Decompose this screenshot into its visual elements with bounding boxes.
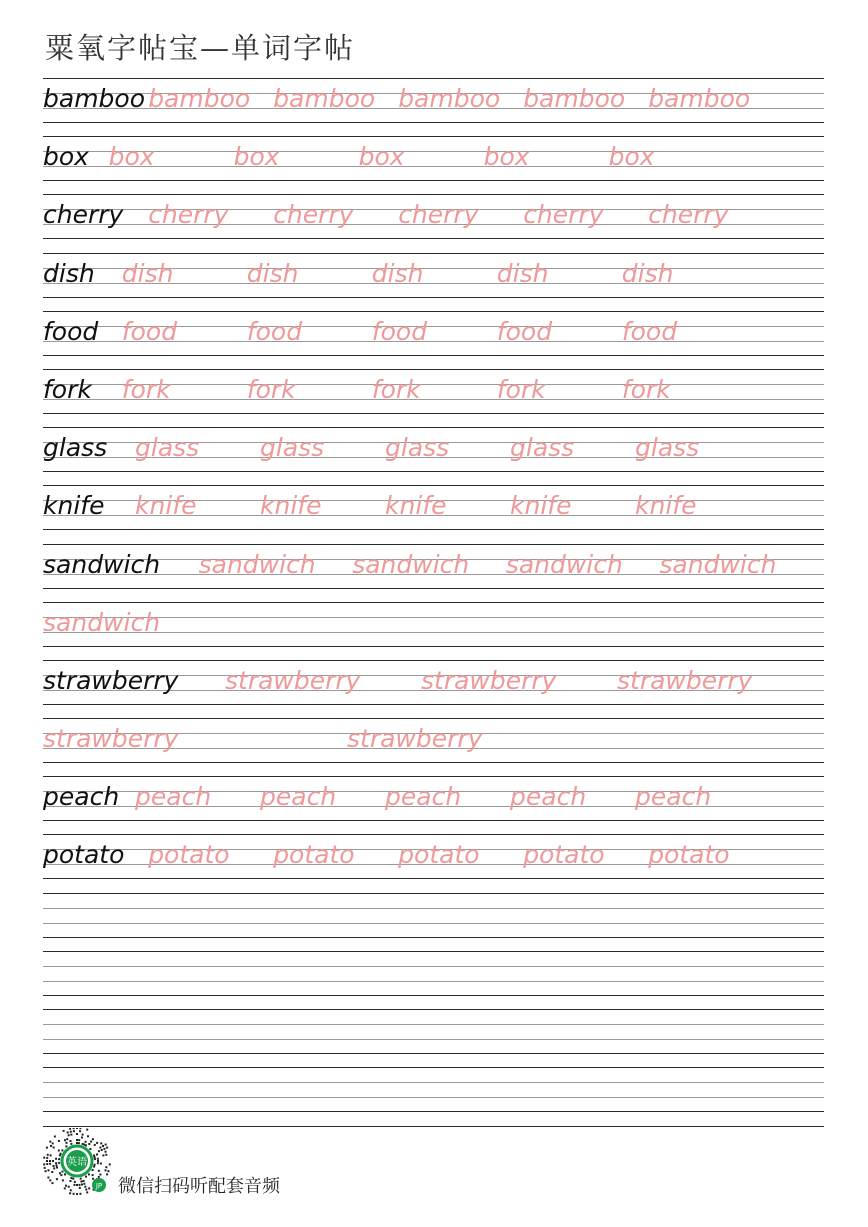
trace-word: strawberry xyxy=(421,665,557,695)
reference-word: box xyxy=(43,142,89,172)
trace-word: fork xyxy=(121,374,171,404)
trace-word: bamboo xyxy=(148,84,251,113)
reference-word: dish xyxy=(43,258,95,288)
guide-line xyxy=(43,893,824,894)
guide-line xyxy=(43,297,824,298)
guide-line xyxy=(43,820,824,821)
guide-line xyxy=(43,1111,824,1112)
guide-line xyxy=(43,602,824,603)
trace-word: glass xyxy=(135,433,200,463)
trace-word: dish xyxy=(621,258,674,288)
guide-line xyxy=(43,908,824,909)
practice-row xyxy=(43,776,824,834)
guide-line xyxy=(43,937,824,938)
trace-word: knife xyxy=(385,491,447,521)
practice-row xyxy=(43,78,824,136)
trace-word: potato xyxy=(148,840,230,870)
trace-word: knife xyxy=(260,491,322,521)
practice-row xyxy=(43,1067,824,1125)
trace-word: sandwich xyxy=(659,549,777,579)
practice-row xyxy=(43,194,824,252)
guide-line xyxy=(43,646,824,647)
guide-line xyxy=(43,762,824,763)
reference-word: fork xyxy=(43,374,92,404)
trace-word: glass xyxy=(635,433,700,463)
trace-word: dish xyxy=(121,258,174,288)
trace-word: strawberry xyxy=(225,665,361,695)
practice-row xyxy=(43,660,824,718)
trace-word: cherry xyxy=(148,200,229,230)
guide-line xyxy=(43,1097,824,1098)
practice-row xyxy=(43,136,824,194)
guide-line xyxy=(43,1024,824,1025)
trace-word: box xyxy=(233,142,280,172)
practice-row xyxy=(43,369,824,427)
trace-word: cherry xyxy=(523,200,604,230)
guide-line xyxy=(43,632,824,633)
guide-line xyxy=(43,834,824,835)
trace-word: potato xyxy=(648,840,730,870)
reference-word: knife xyxy=(43,491,105,521)
trace-word: peach xyxy=(385,782,462,812)
trace-word: peach xyxy=(260,782,337,812)
trace-word: peach xyxy=(135,782,212,812)
practice-row xyxy=(43,893,824,951)
guide-line xyxy=(43,413,824,414)
trace-word: glass xyxy=(260,433,325,463)
guide-line xyxy=(43,369,824,370)
trace-word: cherry xyxy=(398,200,479,230)
guide-line xyxy=(43,1053,824,1054)
reference-word: glass xyxy=(43,433,108,463)
practice-row xyxy=(43,1009,824,1067)
trace-word: peach xyxy=(510,782,587,812)
practice-row xyxy=(43,718,824,776)
trace-word: potato xyxy=(398,840,480,870)
reference-word: peach xyxy=(43,782,120,812)
guide-line xyxy=(43,311,824,312)
trace-word: fork xyxy=(371,374,421,404)
reference-word: strawberry xyxy=(43,665,179,695)
trace-word: fork xyxy=(496,374,546,404)
guide-line xyxy=(43,1009,824,1010)
guide-line xyxy=(43,427,824,428)
trace-word: cherry xyxy=(273,200,354,230)
guide-line xyxy=(43,660,824,661)
trace-word: bamboo xyxy=(273,84,376,113)
guide-line xyxy=(43,180,824,181)
practice-row xyxy=(43,311,824,369)
trace-word: bamboo xyxy=(523,84,626,113)
guide-line xyxy=(43,238,824,239)
guide-line xyxy=(43,166,824,167)
trace-word: sandwich xyxy=(352,549,470,579)
page-title: 粟氧字帖宝—单词字帖 xyxy=(45,31,356,65)
guide-line xyxy=(43,617,824,618)
practice-row xyxy=(43,485,824,543)
guide-line xyxy=(43,529,824,530)
guide-line xyxy=(43,981,824,982)
guide-line xyxy=(43,355,824,356)
practice-row xyxy=(43,253,824,311)
guide-line xyxy=(43,718,824,719)
guide-line xyxy=(43,1039,824,1040)
trace-word: bamboo xyxy=(398,84,501,113)
trace-word: strawberry xyxy=(347,724,483,754)
trace-word: bamboo xyxy=(648,84,751,113)
guide-line xyxy=(43,485,824,486)
qr-badge-label: 英语 xyxy=(67,1157,87,1168)
reference-word: sandwich xyxy=(43,549,161,579)
trace-word: box xyxy=(358,142,405,172)
guide-line xyxy=(43,1067,824,1068)
reference-word: food xyxy=(43,316,99,346)
guide-line xyxy=(43,471,824,472)
guide-line xyxy=(43,194,824,195)
practice-sheet xyxy=(43,78,824,1125)
practice-row xyxy=(43,602,824,660)
trace-word: peach xyxy=(635,782,712,812)
guide-line xyxy=(43,923,824,924)
trace-word: fork xyxy=(246,374,296,404)
practice-row xyxy=(43,544,824,602)
reference-word: cherry xyxy=(43,200,124,230)
guide-line xyxy=(43,78,824,79)
guide-line xyxy=(43,253,824,254)
trace-word: dish xyxy=(371,258,424,288)
guide-line xyxy=(43,878,824,879)
trace-word: cherry xyxy=(648,200,729,230)
guide-line xyxy=(43,966,824,967)
guide-line xyxy=(43,544,824,545)
trace-word: potato xyxy=(523,840,605,870)
trace-word: glass xyxy=(385,433,450,463)
guide-line xyxy=(43,122,824,123)
guide-line xyxy=(43,136,824,137)
reference-word: potato xyxy=(43,840,125,870)
trace-word: sandwich xyxy=(198,549,316,579)
trace-word: dish xyxy=(246,258,299,288)
trace-word: dish xyxy=(496,258,549,288)
practice-row xyxy=(43,427,824,485)
trace-word: glass xyxy=(510,433,575,463)
practice-row xyxy=(43,834,824,892)
trace-word: box xyxy=(483,142,530,172)
trace-word: sandwich xyxy=(505,549,623,579)
guide-line xyxy=(43,1082,824,1083)
trace-word: sandwich xyxy=(43,607,161,637)
qr-code-icon[interactable] xyxy=(42,1128,112,1198)
guide-line xyxy=(43,1126,824,1127)
trace-word: fork xyxy=(621,374,671,404)
trace-word: box xyxy=(108,142,155,172)
trace-word: knife xyxy=(135,491,197,521)
guide-line xyxy=(43,995,824,996)
trace-word: strawberry xyxy=(617,665,753,695)
guide-line xyxy=(43,588,824,589)
guide-line xyxy=(43,151,824,152)
trace-word: food xyxy=(246,316,303,346)
trace-word: box xyxy=(608,142,655,172)
trace-word: food xyxy=(371,316,428,346)
qr-corner-label: JP xyxy=(95,1182,103,1190)
practice-row xyxy=(43,951,824,1009)
reference-word: bamboo xyxy=(43,84,146,113)
trace-word: food xyxy=(121,316,178,346)
trace-word: knife xyxy=(635,491,697,521)
trace-word: strawberry xyxy=(43,724,179,754)
footer-audio-note: 微信扫码听配套音频 xyxy=(118,1176,280,1197)
trace-word: knife xyxy=(510,491,572,521)
trace-word: food xyxy=(621,316,678,346)
trace-word: food xyxy=(496,316,553,346)
guide-line xyxy=(43,704,824,705)
trace-word: potato xyxy=(273,840,355,870)
guide-line xyxy=(43,951,824,952)
guide-line xyxy=(43,776,824,777)
